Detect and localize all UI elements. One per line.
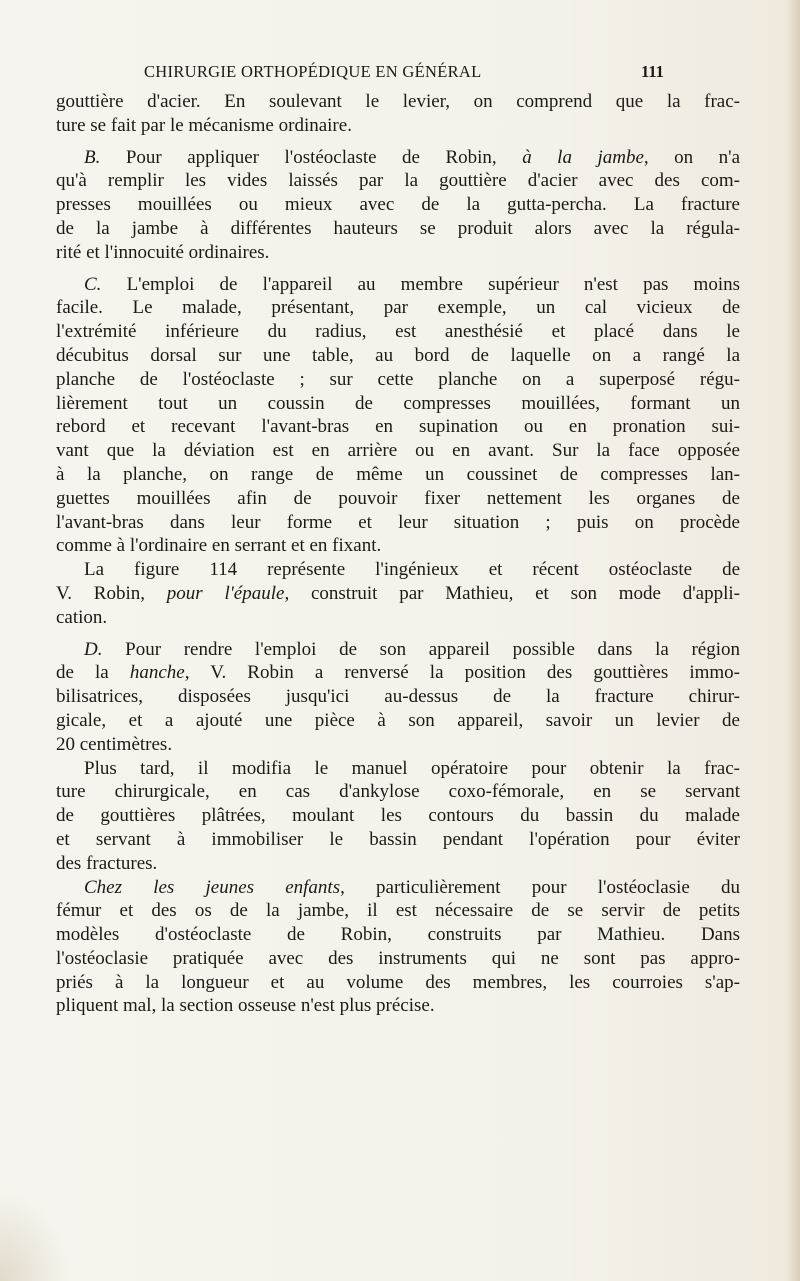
text-run: l'ostéoclasie pratiquée avec des instruments qui ne sont pas appro- — [56, 947, 740, 969]
text-run: ture chirurgicale, en cas d'ankylose coxo-fémorale, en se servant — [56, 781, 740, 803]
text-line — [56, 876, 740, 900]
text-line — [56, 899, 740, 923]
text-run: rebord et recevant l'avant-bras en supination ou en pronation sui- — [56, 416, 740, 438]
text-run: de la — [56, 662, 130, 684]
text-run: l'extrémité inférieure du radius, est anesthésié et placé dans le — [56, 321, 740, 343]
text-line — [56, 392, 740, 416]
running-head: CHIRURGIE ORTHOPÉDIQUE EN GÉNÉRAL — [144, 62, 482, 81]
text-run: pliquent mal, la section osseuse n'est plus précise. — [56, 995, 435, 1017]
italic-text: à la jambe — [522, 146, 644, 168]
text-line — [56, 439, 740, 463]
text-run: fémur et des os de la jambe, il est nécessaire de se servir de petits — [56, 900, 740, 922]
text-line — [56, 947, 740, 971]
text-run: priés à la longueur et au volume des membres, les courroies s'ap- — [56, 971, 740, 993]
text-run: et servant à immobiliser le bassin pendant l'opération pour éviter — [56, 828, 740, 850]
text-line — [56, 661, 740, 685]
text-line — [56, 273, 740, 297]
paper-stain — [0, 1191, 70, 1281]
text-line — [56, 971, 740, 995]
text-run: lièrement tout un coussin de compresses mouillées, formant un — [56, 392, 740, 414]
italic-text: B. — [84, 146, 101, 168]
text-run: Pour rendre l'emploi de son appareil possible dans la région — [102, 638, 740, 660]
text-run: V. Robin, — [56, 582, 167, 604]
text-line — [56, 828, 740, 852]
text-run: guettes mouillées afin de pouvoir fixer nettement les organes de — [56, 487, 740, 509]
text-run: vant que la déviation est en arrière ou en avant. Sur la face opposée — [56, 440, 740, 462]
text-run: bilisatrices, disposées jusqu'ici au-dessus de la fracture chirur- — [56, 686, 740, 708]
text-run: des fractures. — [56, 852, 158, 874]
page-number: 111 — [641, 62, 664, 81]
italic-text: hanche — [129, 662, 185, 684]
text-line — [56, 146, 740, 170]
italic-text: C. — [84, 273, 102, 295]
italic-text: Chez les jeunes enfants — [84, 876, 341, 898]
text-line — [56, 994, 740, 1018]
text-line — [56, 606, 740, 630]
text-line — [56, 90, 740, 114]
text-run: décubitus dorsal sur une table, au bord de laquelle on a rangé la — [56, 344, 740, 366]
text-run: qu'à remplir les vides laissés par la gouttière d'acier avec des com- — [56, 170, 740, 192]
text-run: comme à l'ordinaire en serrant et en fixant. — [56, 535, 382, 557]
text-line — [56, 558, 740, 582]
text-line — [56, 415, 740, 439]
text-line — [56, 804, 740, 828]
text-run: rité et l'innocuité ordinaires. — [56, 241, 270, 263]
text-line — [56, 511, 740, 535]
text-run: de la jambe à différentes hauteurs se produit alors avec la régula- — [56, 217, 740, 239]
text-run: La figure 114 représente l'ingénieux et récent ostéoclaste de — [84, 559, 740, 581]
text-run: facile. Le malade, présentant, par exemple, un cal vicieux de — [56, 297, 740, 319]
text-line — [56, 463, 740, 487]
text-line — [56, 733, 740, 757]
text-line — [56, 487, 740, 511]
text-line — [56, 582, 740, 606]
text-run: Plus tard, il modifia le manuel opératoire pour obtenir la frac- — [84, 757, 740, 779]
text-line — [56, 241, 740, 265]
text-run: , construit par Mathieu, et son mode d'appli- — [284, 582, 740, 604]
text-line — [56, 757, 740, 781]
text-line — [56, 923, 740, 947]
text-line — [56, 852, 740, 876]
text-run: de gouttières plâtrées, moulant les contours du bassin du malade — [56, 805, 740, 827]
page-edge-shadow — [786, 0, 800, 1281]
text-run: Pour appliquer l'ostéoclaste de Robin, — [100, 146, 523, 168]
text-run: L'emploi de l'appareil au membre supérieur n'est pas moins — [101, 273, 740, 295]
text-run: cation. — [56, 606, 108, 628]
text-line — [56, 685, 740, 709]
italic-text: pour l'épaule — [166, 582, 285, 604]
text-line — [56, 193, 740, 217]
text-line — [56, 169, 740, 193]
text-run: , V. Robin a renversé la position des gouttières immo- — [184, 662, 740, 684]
text-run: gicale, et a ajouté une pièce à son appareil, savoir un levier de — [56, 709, 740, 731]
text-line — [56, 320, 740, 344]
text-run: gouttière d'acier. En soulevant le levier, on comprend que la frac- — [56, 91, 740, 112]
text-run: modèles d'ostéoclaste de Robin, construits par Mathieu. Dans — [56, 924, 740, 946]
text-run: planche de l'ostéoclaste ; sur cette planche on a superposé régu- — [56, 368, 740, 390]
text-line — [56, 217, 740, 241]
text-line — [56, 368, 740, 392]
text-line — [56, 344, 740, 368]
text-run: ture se fait par le mécanisme ordinaire. — [56, 114, 352, 136]
text-run: l'avant-bras dans leur forme et leur situation ; puis on procède — [56, 511, 740, 533]
text-run: 20 centimètres. — [56, 733, 173, 755]
text-run: , on n'a — [643, 146, 741, 168]
text-line — [56, 534, 740, 558]
text-line — [56, 114, 740, 138]
text-line — [56, 638, 740, 662]
text-run: presses mouillées ou mieux avec de la gutta-percha. La fracture — [56, 194, 740, 216]
text-run: , particulièrement pour l'ostéoclasie du — [340, 876, 740, 898]
body-text — [56, 90, 740, 1018]
italic-text: D. — [84, 638, 103, 660]
text-line — [56, 709, 740, 733]
text-run: à la planche, on range de même un coussinet de compresses lan- — [56, 463, 740, 485]
text-line — [56, 296, 740, 320]
text-line — [56, 780, 740, 804]
